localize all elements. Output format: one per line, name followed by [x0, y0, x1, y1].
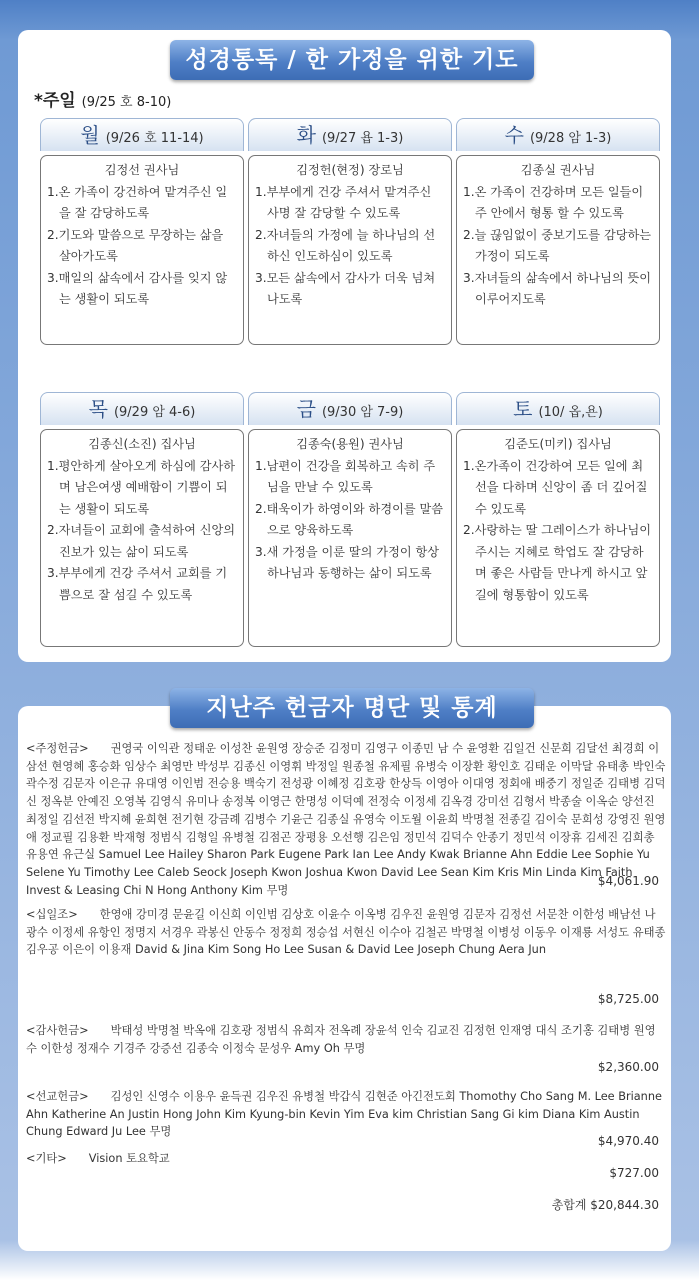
day-card-tue [248, 118, 452, 345]
prayer-item: 1.온 가족이 건강하며 모든 일들이 주 안에서 형통 할 수 있도록 [463, 184, 644, 220]
offering-category: <십일조> [26, 908, 78, 921]
offering-block-tithe [26, 906, 666, 959]
day-header [40, 118, 244, 151]
offering-names: Vision 토요학교 [88, 1152, 170, 1165]
day-label: 월 [80, 123, 100, 147]
prayer-card [456, 429, 660, 647]
offering-block-tithe-main [26, 740, 666, 899]
day-range: (9/29 암 4-6) [113, 405, 196, 420]
offering-category: <선교헌금> [26, 1090, 89, 1103]
prayer-item: 1.부부에게 건강 주셔서 맡겨주신 사명 잘 감당할 수 있도록 [255, 184, 432, 220]
offering-names: 권영국 이익관 정태운 이성찬 윤원영 장승준 김정미 김영구 이종민 남 수 윤영환 김일건 신문희 김달선 최경희 이삼선 현영혜 홍승화 임상수 최영만 박성부 김종신 이영휘 박정일 원종철 유제필 유병숙 이장환 황인호 김태운 이막달 유태총 박인숙 곽수정 김문자 이은규 유대영 이인범 전승용 백숙기 전성광 이혜정 김호광 한상득 이영아 이대영 정회애 배중기 정일준 김태병 김덕신 정옥분 안예진 오영복 김영식 유미나 송정복 이영근 한명성 이덕예 전정숙 이정세 김옥경 강미선 김형서 박종술 이옥순 양선진 최정일 김선전 박지혜 윤희현 전기현 강금례 김병수 기윤근 김종실 유영숙 이도월 이윤희 박명철 전종길 김이숙 문희성 강영진 원영애 정교필 김용환 박재형 정범식 김형일 유병철 김점곤 장평용 오선행 김은임 정민석 김덕수 안종기 정민석 이장휴 김세진 김희총 유용연 유근실 Samuel Lee Hailey Sharon Park Eugene Park Ian Lee Andy Kwak Brianne Ahn Eddie Lee Sophie Yu Selene Yu Timothy Lee Caleb Seock Joseph Kwon Joshua Kwon David Lee Sean Kim Kris Min Linda Kim Faith Invest & Leasing Chi N Hong Anthony Kim 무명 [26, 742, 666, 897]
prayer-person: 김준도(미키) 집사님 [504, 437, 612, 451]
prayer-item: 3.새 가정을 이룬 딸의 가정이 항상 하나님과 동행하는 삶이 되도록 [255, 544, 440, 580]
day-card-thu [40, 392, 244, 647]
prayer-card [40, 155, 244, 345]
prayer-item: 2.태욱이가 하영이와 하경이를 말씀으로 양육하도록 [255, 501, 444, 537]
prayer-card [248, 155, 452, 345]
prayer-item: 3.매일의 삶속에서 감사를 잊지 않는 생활이 되도록 [47, 270, 228, 306]
day-range: (9/28 암 1-3) [529, 131, 612, 146]
day-card-fri [248, 392, 452, 647]
prayer-person: 김종숙(용원) 권사님 [296, 437, 404, 451]
offering-amount: $727.00 [609, 1166, 659, 1180]
prayer-person: 김종신(소진) 집사님 [88, 437, 196, 451]
day-label: 금 [296, 397, 316, 421]
offering-block-other [26, 1150, 666, 1168]
offering-category: <기타> [26, 1152, 67, 1165]
prayer-item: 3.자녀들의 삶속에서 하나님의 뜻이 이루어지도록 [463, 270, 652, 306]
prayer-item: 2.자녀들의 가정에 늘 하나님의 선하신 인도하심이 있도록 [255, 227, 436, 263]
sunday-label: *주일 [34, 91, 76, 111]
prayer-item: 2.늘 끊임없이 중보기도를 감당하는 가정이 되도록 [463, 227, 652, 263]
day-card-wed [456, 118, 660, 345]
day-range: (9/26 호 11-14) [105, 131, 204, 146]
offering-amount: $2,360.00 [597, 1060, 659, 1074]
offering-block-thanks [26, 1022, 666, 1057]
offering-category: <주정헌금> [26, 742, 89, 755]
prayer-section-title: 성경통독 / 한 가정을 위한 기도 [170, 40, 534, 80]
prayer-person: 김종실 권사님 [520, 163, 596, 177]
prayer-card [248, 429, 452, 647]
day-label: 화 [296, 123, 316, 147]
offering-names: 한영애 강미경 문윤길 이신희 이인범 김상호 이윤수 이옥병 김우진 윤원영 김문자 김정선 서문찬 이한성 배남선 나광수 이정세 유항인 정명지 서경우 곽봉신 안동수 정정희 정승섭 서현신 이수아 김철곤 박명철 이병성 이동우 이재룡 서성도 유태종 김우공 이은이 이용재 David & Jina Kim Song Ho Lee Susan & David Lee Joseph Chung Aera Jun [26, 908, 666, 957]
prayer-item: 1.온 가족이 강건하여 맡겨주신 일을 잘 감당하도록 [47, 184, 228, 220]
prayer-person: 김정헌(현정) 장로님 [296, 163, 404, 177]
day-header [248, 118, 452, 151]
prayer-item: 1.남편이 건강을 회복하고 속히 주님을 만날 수 있도록 [255, 458, 436, 494]
day-label: 토 [513, 397, 533, 421]
day-range: (9/30 암 7-9) [321, 405, 404, 420]
day-range: (9/27 욥 1-3) [321, 131, 404, 146]
prayer-item: 1.평안하게 살아오게 하심에 감사하며 남은여생 예배함이 기쁨이 되는 생활이 되도록 [47, 458, 236, 516]
sunday-range: (9/25 호 8-10) [81, 95, 172, 110]
prayer-item: 2.사랑하는 딸 그레이스가 하나님이 주시는 지혜로 학업도 잘 감당하며 좋은 사람들 만나게 하시고 앞길에 형통함이 있도록 [463, 523, 652, 602]
prayer-item: 3.모든 삶속에서 감사가 더욱 넘쳐 나도록 [255, 270, 436, 306]
day-header [456, 392, 660, 425]
sunday-reading [34, 86, 171, 111]
offering-amount: $4,061.90 [597, 874, 659, 888]
prayer-item: 1.온가족이 건강하여 모든 일에 최선을 다하며 신앙이 좀 더 깊어질 수 있도록 [463, 458, 648, 516]
prayer-card [40, 429, 244, 647]
prayer-person: 김정선 권사님 [104, 163, 180, 177]
prayer-item: 2.기도와 말씀으로 무장하는 삶을 살아가도록 [47, 227, 224, 263]
day-header [248, 392, 452, 425]
day-range: (10/ 옵,욘) [538, 405, 603, 420]
offering-block-mission [26, 1088, 666, 1141]
day-header [40, 392, 244, 425]
day-label: 수 [504, 123, 524, 147]
offering-names: 박태성 박명철 박옥애 김호광 정범식 유희자 전옥례 장윤석 인숙 김교진 김정헌 인재영 대식 조기홍 김태병 원영수 이한성 정재수 기경주 강증선 김종숙 이정숙 문성우 Amy Oh 무명 [26, 1024, 656, 1055]
offering-section-title: 지난주 헌금자 명단 및 통계 [170, 688, 534, 728]
offering-names: 김성인 신영수 이용우 윤득권 김우진 유병철 박갑식 김현준 아긴전도회 Thomothy Cho Sang M. Lee Brianne Ahn Katherine An Justin Hong John Kim Kyung-bin Kevin Yim Eva kim Christian Sang Gi kim Diana Kim Austin Chung Edward Ju Lee 무명 [26, 1090, 662, 1139]
day-card-mon [40, 118, 244, 345]
offering-category: <감사헌금> [26, 1024, 89, 1037]
day-card-sat [456, 392, 660, 647]
offering-amount: $8,725.00 [597, 992, 659, 1006]
prayer-item: 3.부부에게 건강 주셔서 교회를 기쁨으로 잘 섬길 수 있도록 [47, 566, 228, 602]
offering-grand-total: 총합계 $20,844.30 [551, 1198, 659, 1212]
day-header [456, 118, 660, 151]
prayer-card [456, 155, 660, 345]
prayer-item: 2.자녀들이 교회에 출석하여 신앙의 진보가 있는 삶이 되도록 [47, 523, 236, 559]
day-label: 목 [88, 397, 108, 421]
offering-amount: $4,970.40 [597, 1134, 659, 1148]
